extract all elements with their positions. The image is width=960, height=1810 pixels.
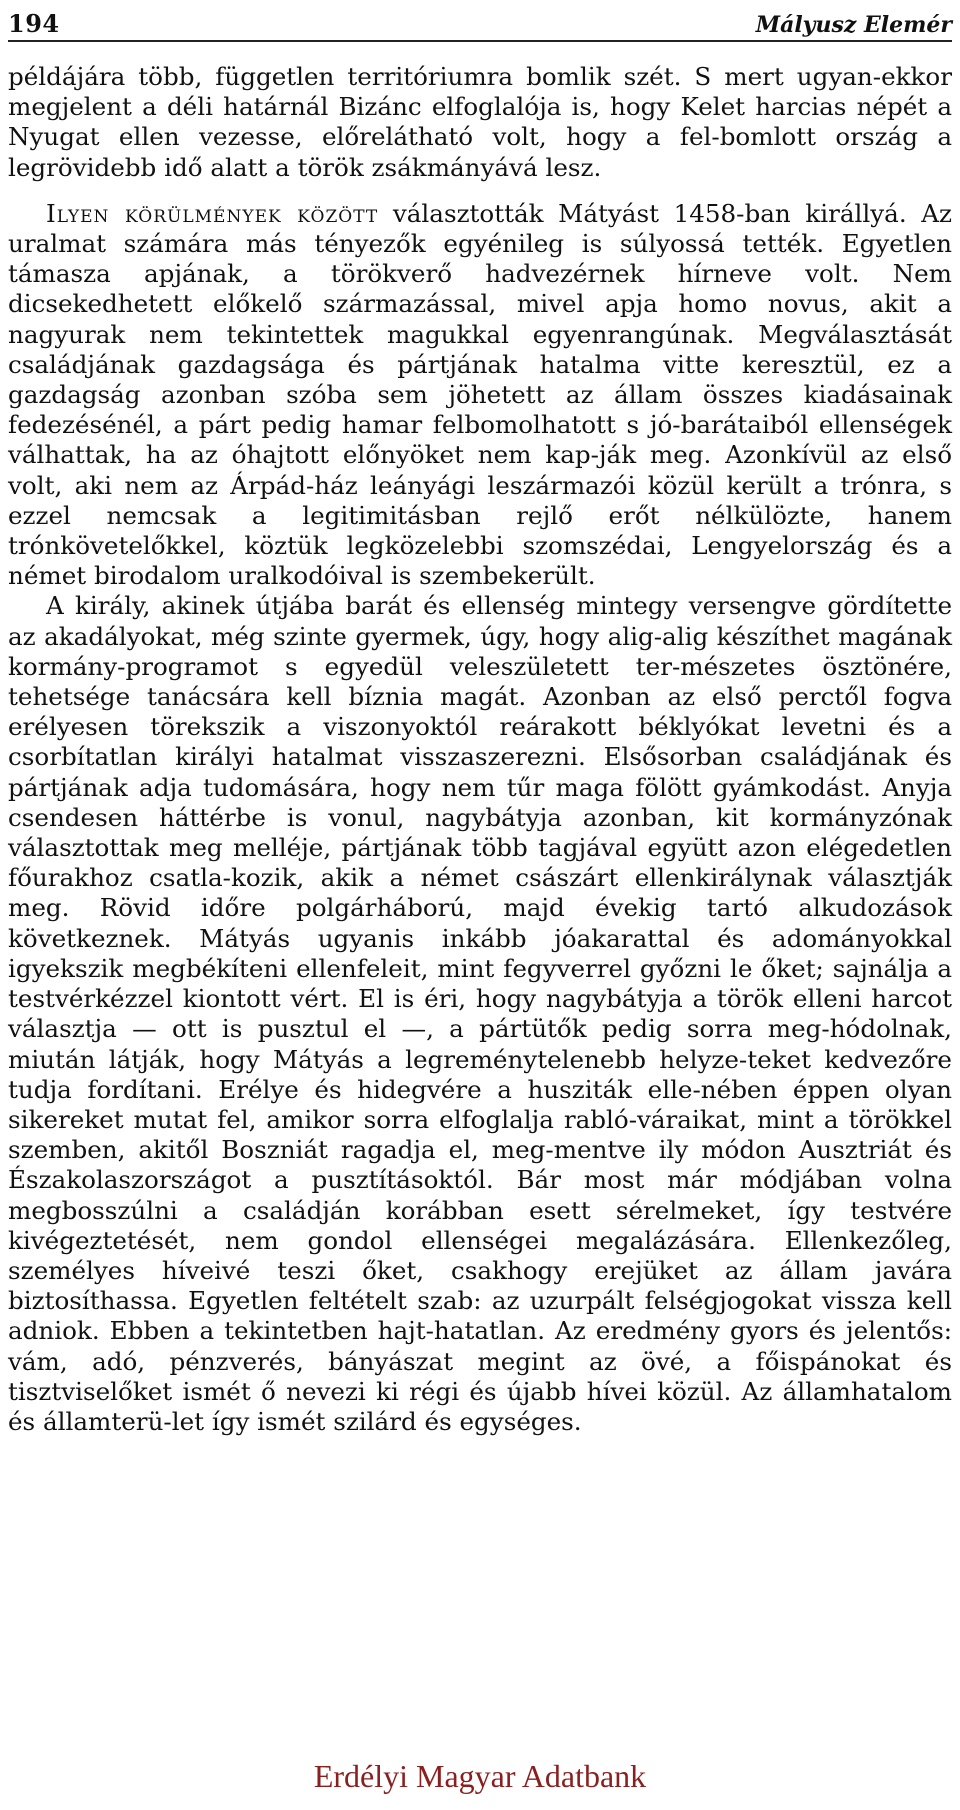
paragraph-2 [8,199,952,592]
body-text [8,62,952,1437]
paragraph-2-lead: Ilyen körülmények között [46,198,379,228]
paragraph-1-text: példájára több, független territóriumra bomlik szét. S mert ugyan-ekkor megjelent a déli határnál Bizánc elfoglalója is, hogy Kelet harcias népét a Nyugat ellen vezesse, előrelátható volt, hogy a fel-bomlott ország a legrövidebb idő alatt a török zsákmányává lesz. [8,62,952,182]
paragraph-1 [8,62,952,183]
paragraph-2-text: választották Mátyást 1458-ban királlyá. Az uralmat számára más tényezők egyénileg is súlyossá tették. Egyetlen támasza apjának, a törökverő hadvezérnek hírneve volt. Nem dicsekedhetett előkelő származással, mivel apja homo novus, akit a nagyurak nem tekintettek magukkal egyenrangúnak. Megválasztását családjának gazdagsága és pártjának hatalma vitte keresztül, ez a gazdagság azonban szóba sem jöhetett az állam összes kiadásainak fedezésénél, a párt pedig hamar felbomolhatott s jó-barátaiból ellenségek válhattak, ha az óhajtott előnyöket nem kap-ják meg. Azonkívül az első volt, aki nem az Árpád-ház leányági leszármazói közül került a trónra, s ezzel nemcsak a legitimitásban rejlő erőt nélkülözte, hanem trónkövetelőkkel, köztük legközelebbi szomszédai, Lengyelország és a német birodalom uralkodóival is szembekerült. [8,198,953,591]
paragraph-3 [8,591,952,1437]
running-head: Mályusz Elemér [755,12,952,38]
page-header [8,2,952,42]
book-page [8,0,952,1810]
paragraph-3-text: A király, akinek útjába barát és ellenség mintegy versengve gördítette az akadályokat, még szinte gyermek, úgy, hogy alig-alig készíthet magának kormány-programot s egyedül veleszületett ter-mészetes ösztönére, tehetsége tanácsára kell bíznia magát. Azonban az első perctől fogva erélyesen törekszik a viszonyoktól reárakott béklyókat levetni és a csorbítatlan királyi hatalmat visszaszerezni. Elsősorban családjának és pártjának adja tudomására, hogy nem tűr maga fölött gyámkodást. Anyja csendesen háttérbe is vonul, nagybátyja azonban, kit kormányzónak választottak meg melléje, pártjának több tagjával együtt azon elégedetlen főurakhoz csatla-kozik, akik a német császárt ellenkirálynak választják meg. Rövid időre polgárháború, majd évekig tartó alkudozások következnek. Mátyás ugyanis inkább jóakarattal és adományokkal igyekszik megbékíteni ellenfeleit, mint fegyverrel győzni le őket; sajnálja a testvérkézzel kiontott vért. El is éri, hogy nagybátyja a török elleni harcot választja — ott is pusztul el —, a pártütők pedig sorra meg-hódolnak, miután látják, hogy Mátyás a legreménytelenebb helyze-teket kedvezőre tudja fordítani. Erélye és hidegvére a husziták elle-nében éppen olyan sikereket mutat fel, amikor sorra elfoglalja rabló-váraikat, mint a törökkel szemben, akitől Boszniát ragadja el, meg-mentve ily módon Ausztriát és Északolaszországot a pusztításoktól. Bár most már módjában volna megbosszúlni a családján korábban esett sérelmeket, így testvére kivégeztetését, nem gondol ellenségei megalázására. Ellenkezőleg, személyes híveivé teszi őket, csakhogy erejüket az állam javára biztosíthassa. Egyetlen feltételt szab: az uzurpált felségjogokat vissza kell adniok. Ebben a tekintetben hajt-hatatlan. Az eredmény gyors és jelentős: vám, adó, pénzverés, bányászat megint az övé, a főispánokat és tisztviselőket ismét ő nevezi ki régi és újabb hívei közül. Az államhatalom és államterü-let így ismét szilárd és egységes. [8,591,952,1436]
page-number: 194 [8,9,60,38]
watermark-footer: Erdélyi Magyar Adatbank [313,1758,647,1794]
